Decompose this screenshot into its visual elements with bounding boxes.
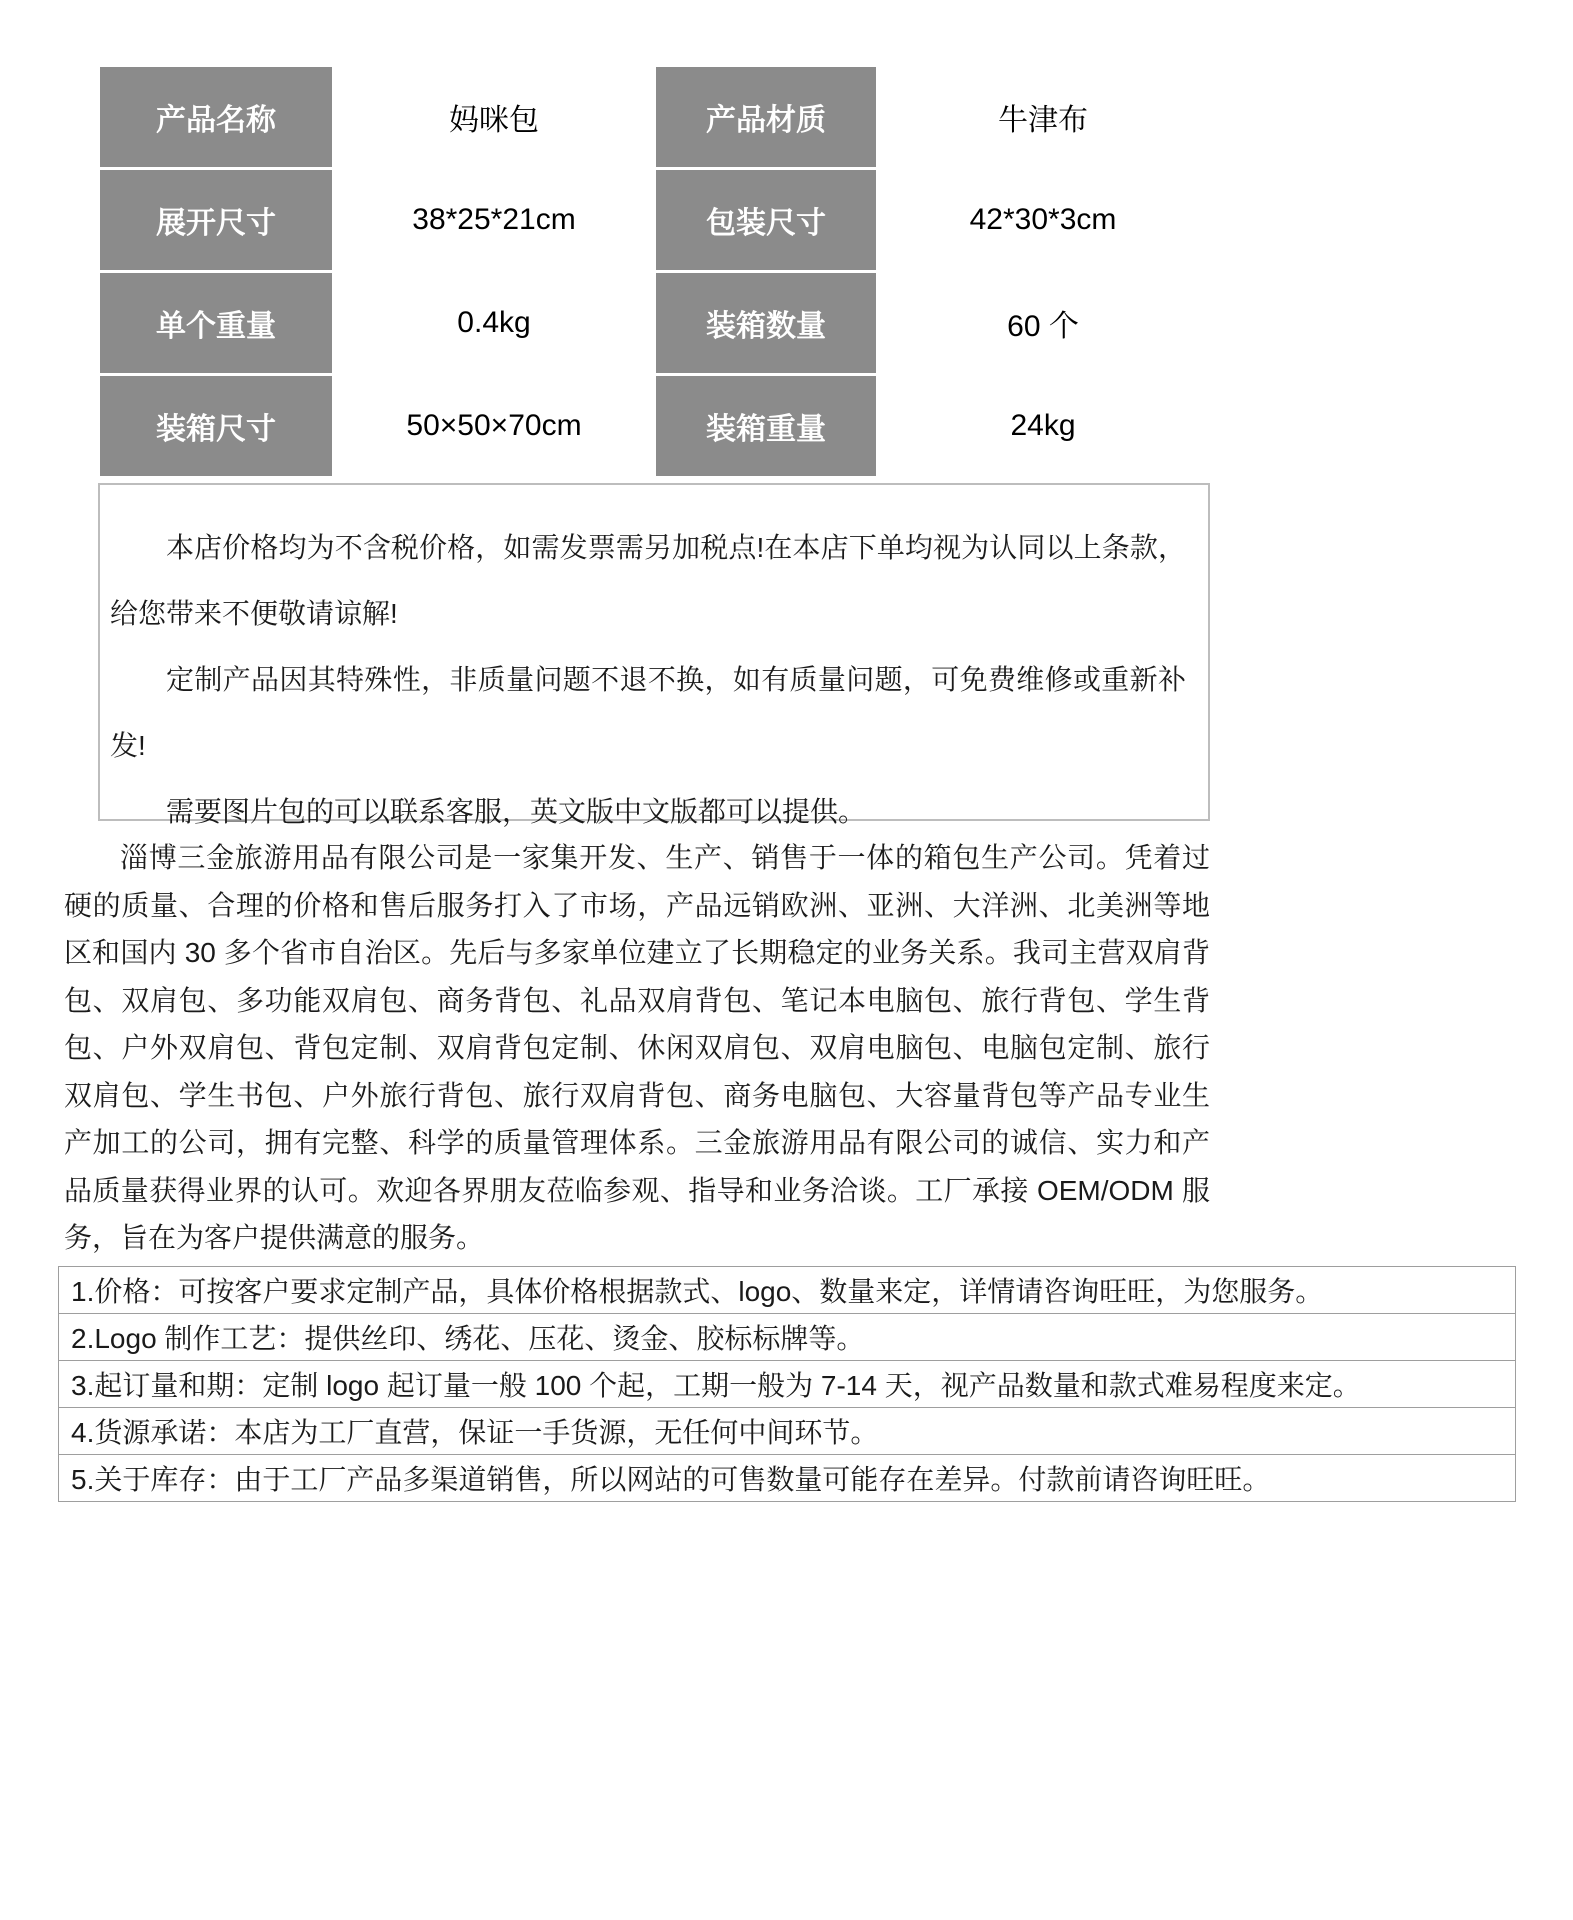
policy-item-stock-notice: 5.关于库存：由于工厂产品多渠道销售，所以网站的可售数量可能存在差异。付款前请咨询旺旺。 (59, 1455, 1516, 1502)
policy-row-4 (59, 1408, 1516, 1455)
spec-label-carton-quantity: 装箱数量 (656, 273, 876, 373)
spec-row-3 (100, 273, 1207, 373)
policy-item-logo-craft: 2.Logo 制作工艺：提供丝印、绣花、压花、烫金、胶标标牌等。 (59, 1314, 1516, 1361)
note-paragraph-picture-service: 需要图片包的可以联系客服，英文版中文版都可以提供。 (166, 796, 867, 827)
spec-value-carton-weight: 24kg (879, 376, 1207, 476)
policy-row-1 (59, 1267, 1516, 1314)
store-notes-box (98, 483, 1210, 827)
spec-label-product-name: 产品名称 (100, 67, 332, 167)
spec-value-material: 牛津布 (879, 67, 1207, 167)
policy-item-moq-leadtime: 3.起订量和期：定制 logo 起订量一般 100 个起，工期一般为 7-14 天，视产品数量和款式难易程度来定。 (59, 1361, 1516, 1408)
policy-table (58, 1266, 1516, 1502)
product-spec-table (97, 64, 1210, 479)
spec-label-carton-weight: 装箱重量 (656, 376, 876, 476)
policy-row-5 (59, 1455, 1516, 1502)
spec-row-4 (100, 376, 1207, 476)
policy-item-supply-promise: 4.货源承诺：本店为工厂直营，保证一手货源，无任何中间环节。 (59, 1408, 1516, 1455)
policy-row-2 (59, 1314, 1516, 1361)
spec-value-expanded-size: 38*25*21cm (335, 170, 653, 270)
spec-row-2 (100, 170, 1207, 270)
spec-row-1 (100, 67, 1207, 167)
spec-label-unit-weight: 单个重量 (100, 273, 332, 373)
spec-value-carton-quantity: 60 个 (879, 273, 1207, 373)
spec-label-material: 产品材质 (656, 67, 876, 167)
spec-label-carton-size: 装箱尺寸 (100, 376, 332, 476)
spec-value-carton-size: 50×50×70cm (335, 376, 653, 476)
company-intro-paragraph: 淄博三金旅游用品有限公司是一家集开发、生产、销售于一体的箱包生产公司。凭着过硬的质量、合理的价格和售后服务打入了市场，产品远销欧洲、亚洲、大洋洲、北美洲等地区和国内 30 多个省市自治区。先后与多家单位建立了长期稳定的业务关系。我司主营双肩背包、双肩包、多功能双肩包、商务背包、礼品双肩背包、笔记本电脑包、旅行背包、学生背包、户外双肩包、背包定制、双肩背包定制、休闲双肩包、双肩电脑包、电脑包定制、旅行双肩包、学生书包、户外旅行背包、旅行双肩背包、商务电脑包、大容量背包等产品专业生产加工的公司，拥有完整、科学的质量管理体系。三金旅游用品有限公司的诚信、实力和产品质量获得业界的认可。欢迎各界朋友莅临参观、指导和业务洽谈。工厂承接 OEM/ODM 服务，旨在为客户提供满意的服务。 (64, 842, 1210, 1253)
spec-label-expanded-size: 展开尺寸 (100, 170, 332, 270)
policy-item-price: 1.价格：可按客户要求定制产品，具体价格根据款式、logo、数量来定，详情请咨询旺旺，为您服务。 (59, 1267, 1516, 1314)
policy-row-3 (59, 1361, 1516, 1408)
note-paragraph-custom-return: 定制产品因其特殊性，非质量问题不退不换，如有质量问题，可免费维修或重新补发! (110, 664, 1186, 761)
note-paragraph-price-tax: 本店价格均为不含税价格，如需发票需另加税点!在本店下单均视为认同以上条款，给您带来不便敬请谅解! (110, 532, 1186, 629)
spec-value-unit-weight: 0.4kg (335, 273, 653, 373)
spec-value-product-name: 妈咪包 (335, 67, 653, 167)
spec-value-package-size: 42*30*3cm (879, 170, 1207, 270)
spec-label-package-size: 包装尺寸 (656, 170, 876, 270)
